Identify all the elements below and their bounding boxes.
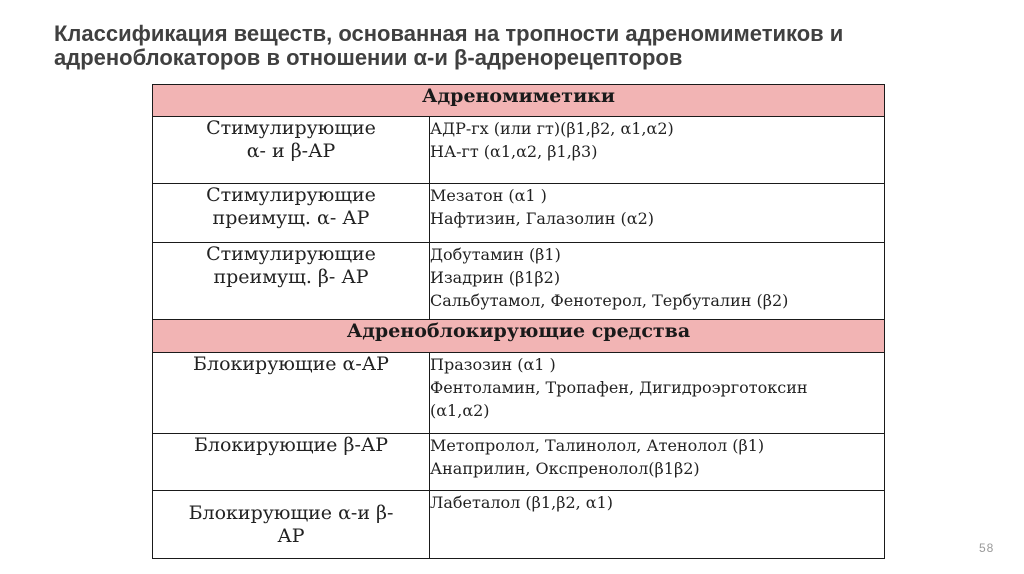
drugs-cell <box>430 184 885 243</box>
receptor-action-line: АР <box>277 524 305 547</box>
drugs-cell <box>430 491 885 559</box>
drugs-cell <box>430 434 885 491</box>
page-number: 58 <box>979 541 995 555</box>
receptor-action-line: Стимулирующие <box>206 117 376 139</box>
table-row <box>153 353 885 434</box>
drug-line: Анаприлин, Окспренолол(β1β2) <box>430 459 700 478</box>
receptor-action-line: преимущ. α- АР <box>212 207 370 229</box>
receptor-action-line: Блокирующие α-и β- <box>188 501 394 524</box>
receptor-action-cell <box>153 491 430 559</box>
classification-table <box>152 84 885 559</box>
receptor-action-line: преимущ. β- АР <box>213 266 369 288</box>
slide-title <box>54 22 994 70</box>
receptor-action-line: Стимулирующие <box>206 184 376 206</box>
drug-line: Празозин (α1 ) <box>430 355 556 374</box>
drug-line: НА-гт (α1,α2, β1,β3) <box>430 142 598 161</box>
section-header-row <box>153 85 885 117</box>
receptor-action-cell <box>153 243 430 320</box>
drug-line: Метопролол, Талинолол, Атенолол (β1) <box>430 436 765 455</box>
drug-line: (α1,α2) <box>430 401 490 420</box>
drug-line: АДР-гх (или гт)(β1,β2, α1,α2) <box>430 119 674 138</box>
section-header-adrenoblockers: Адреноблокирующие средства <box>153 320 885 353</box>
receptor-action-cell <box>153 117 430 184</box>
receptor-action-line: Блокирующие α-АР <box>193 353 389 375</box>
receptor-action-cell <box>153 184 430 243</box>
drug-line: Изадрин (β1β2) <box>430 268 561 287</box>
table-row <box>153 434 885 491</box>
section-header-row <box>153 320 885 353</box>
receptor-action-cell <box>153 434 430 491</box>
section-header-adrenomimetics: Адреномиметики <box>153 85 885 117</box>
drugs-cell <box>430 243 885 320</box>
drug-line: Нафтизин, Галазолин (α2) <box>430 209 654 228</box>
drug-line: Фентоламин, Тропафен, Дигидроэрготоксин <box>430 378 808 397</box>
drug-line: Мезатон (α1 ) <box>430 186 547 205</box>
slide-title-line-2: адреноблокаторов в отношении α-и β-адренорецепторов <box>54 45 683 70</box>
table-row <box>153 491 885 559</box>
drugs-cell <box>430 353 885 434</box>
drugs-cell <box>430 117 885 184</box>
table-row <box>153 184 885 243</box>
receptor-action-line: Стимулирующие <box>206 243 376 265</box>
receptor-action-line: α- и β-АР <box>246 140 336 162</box>
table-row <box>153 243 885 320</box>
table-row <box>153 117 885 184</box>
drug-line: Добутамин (β1) <box>430 245 561 264</box>
receptor-action-line: Блокирующие β-АР <box>193 434 389 456</box>
receptor-action-cell <box>153 353 430 434</box>
drug-line: Лабеталол (β1,β2, α1) <box>430 493 614 512</box>
slide-title-line-1: Классификация веществ, основанная на тропности адреномиметиков и <box>54 21 844 46</box>
drug-line: Сальбутамол, Фенотерол, Тербуталин (β2) <box>430 291 789 310</box>
